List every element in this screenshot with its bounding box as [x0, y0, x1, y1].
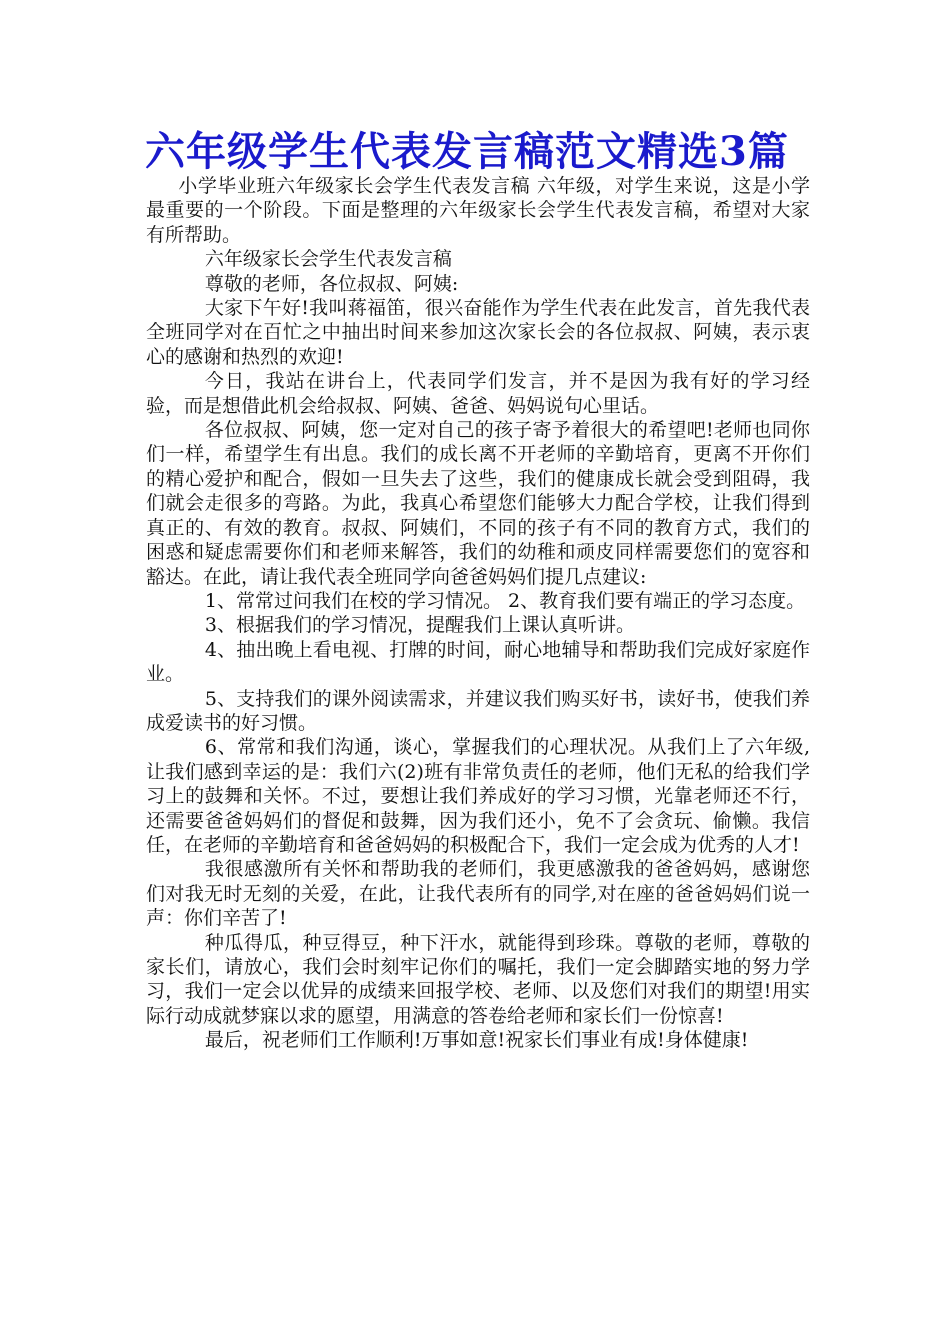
body-paragraph: 今日，我站在讲台上，代表同学们发言，并不是因为我有好的学习经验，而是想借此机会给叔叔、阿姨、爸爸、妈妈说句心里话。	[146, 370, 810, 417]
speech-heading: 六年级家长会学生代表发言稿	[204, 248, 452, 271]
suggestion-item: 5、支持我们的课外阅读需求，并建议我们购买好书，读好书，使我们养成爱读书的好习惯。	[146, 687, 810, 734]
document-body	[146, 174, 810, 1053]
salutation: 尊敬的老师，各位叔叔、阿姨:	[204, 272, 459, 295]
body-paragraph: 各位叔叔、阿姨，您一定对自己的孩子寄予着很大的希望吧!老师也同你们一样，希望学生有出息。我们的成长离不开老师的辛勤培育，更离不开你们的精心爱护和配合，假如一旦失去了这些，我们的健康成长就会受到阻碍，我们就会走很多的弯路。为此，我真心希望您们能够大力配合学校，让我们得到真正的、有效的教育。叔叔、阿姨们，不同的孩子有不同的教育方式，我们的困惑和疑虑需要你们和老师来解答，我们的幼稚和顽皮同样需要您们的宽容和豁达。在此，请让我代表全班同学向爸爸妈妈们提几点建议:	[146, 419, 810, 588]
closing-paragraph: 最后，祝老师们工作顺利!万事如意!祝家长们事业有成!身体健康!	[204, 1029, 749, 1052]
document-title: 六年级学生代表发言稿范文精选3篇	[145, 128, 789, 175]
suggestion-item: 4、抽出晚上看电视、打牌的时间，耐心地辅导和帮助我们完成好家庭作业。	[146, 638, 810, 686]
suggestion-item: 1、常常过问我们在校的学习情况。 2、教育我们要有端正的学习态度。	[204, 589, 806, 612]
suggestion-item: 6、常常和我们沟通，谈心，掌握我们的心理状况。从我们上了六年级,让我们感到幸运的是：我们六(2)班有非常负责任的老师，他们无私的给我们学习上的鼓舞和关怀。不过，要想让我们养成好的学习习惯，光靠老师还不行，还需要爸爸妈妈们的督促和鼓舞，因为我们还小，免不了会贪玩、偷懒。我信任，在老师的辛勤培育和爸爸妈妈的积极配合下，我们一定会成为优秀的人才!	[146, 736, 810, 856]
body-paragraph: 种瓜得瓜，种豆得豆，种下汗水，就能得到珍珠。尊敬的老师，尊敬的家长们，请放心，我们会时刻牢记你们的嘱托，我们一定会脚踏实地的努力学习，我们一定会以优异的成绩来回报学校、老师、以及您们对我们的期望!用实际行动成就梦寐以求的愿望，用满意的答卷给老师和家长们一份惊喜!	[146, 931, 810, 1027]
body-paragraph: 我很感激所有关怀和帮助我的老师们，我更感激我的爸爸妈妈，感谢您们对我无时无刻的关爱，在此，让我代表所有的同学,对在座的爸爸妈妈们说一声：你们辛苦了!	[146, 858, 810, 930]
suggestion-item: 3、根据我们的学习情况，提醒我们上课认真听讲。	[204, 614, 635, 637]
body-paragraph: 大家下午好!我叫蒋福笛，很兴奋能作为学生代表在此发言，首先我代表全班同学对在百忙之中抽出时间来参加这次家长会的各位叔叔、阿姨，表示衷心的感谢和热烈的欢迎!	[146, 297, 810, 368]
intro-paragraph: 小学毕业班六年级家长会学生代表发言稿 六年级，对学生来说，这是小学最重要的一个阶段。下面是整理的六年级家长会学生代表发言稿，希望对大家有所帮助。	[146, 175, 810, 246]
